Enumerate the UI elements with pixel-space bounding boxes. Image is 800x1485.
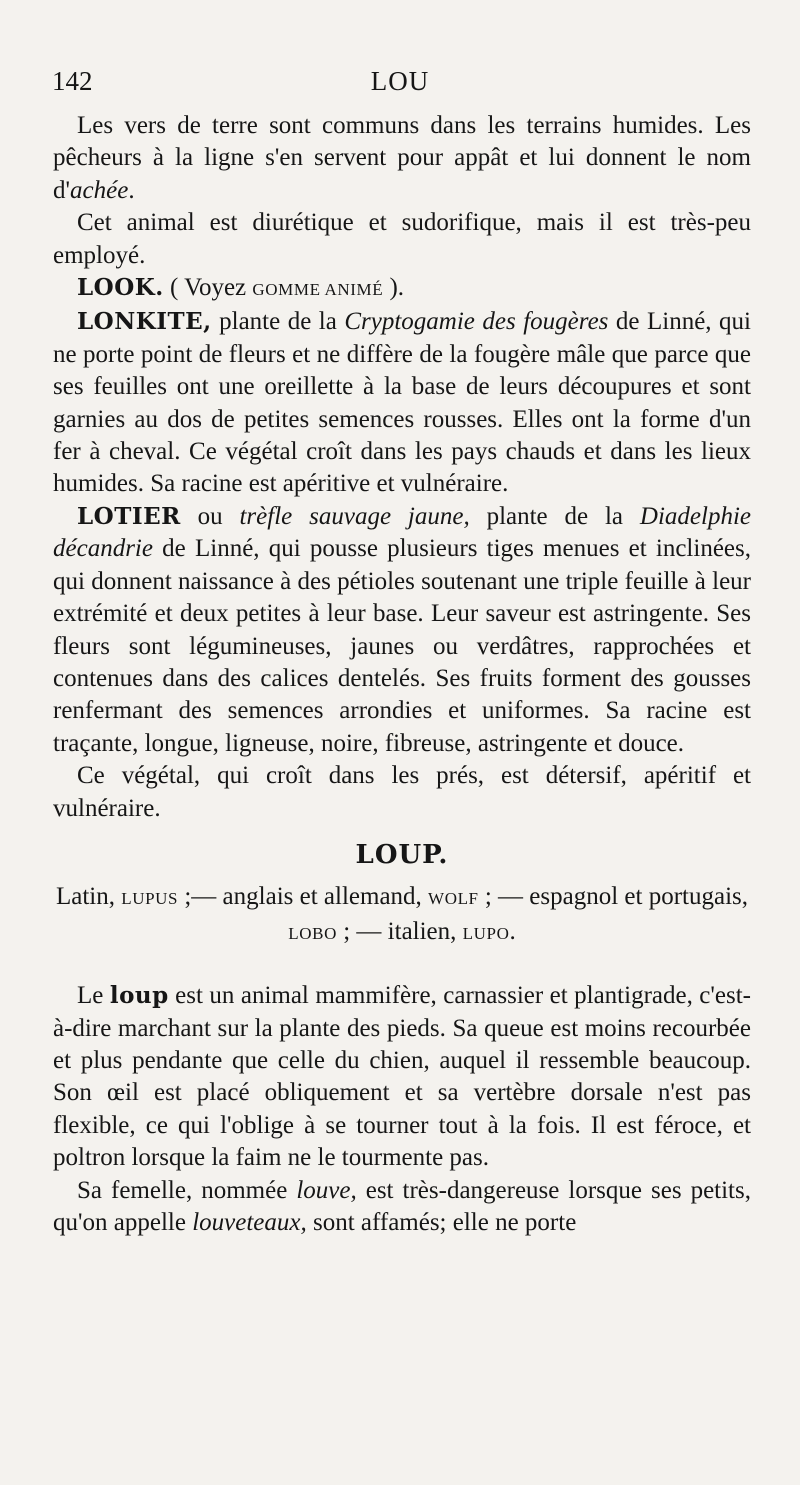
entry-lonkite: LONKITE, plante de la Cryptogamie des fougères de Linné, qui ne porte point de fleurs et ne diffère de la fougère mâle que parce que ses feuilles ont une oreillette à la base de leurs découpures et sont garnies au dos de petites semences rousses. Elles ont la forme d'un fer à cheval. Ce végétal croît dans les pays chauds et dans les lieux humides. Sa racine est apéritive et vulnéraire. — [53, 308, 751, 498]
paragraph-diuretic: Cet animal est diurétique et sudorifique, mais il est très-peu employé. — [53, 209, 751, 269]
section-title-loup: LOUP. — [355, 839, 449, 870]
headword-lonkite: LONKITE, — [77, 308, 212, 336]
page-header — [52, 66, 748, 106]
paragraph-earthworm: Les vers de terre sont communs dans les terrains humides. Les pêcheurs à la ligne s'en servent pour appât et lui donnent le nom d'achée. — [53, 112, 751, 204]
page-number: 142 — [52, 66, 93, 96]
headword-lotier: LOTIER — [77, 502, 181, 530]
running-title: LOU — [370, 66, 430, 96]
paragraph-louve: Sa femelle, nommée louve, est très-dangereuse lorsque ses petits, qu'on appelle louveteaux, sont affamés; elle ne porte — [53, 1176, 751, 1236]
page-body — [53, 110, 751, 1239]
paragraph-lotier-properties: Ce végétal, qui croît dans les prés, est détersif, apéritif et vulnéraire. — [53, 762, 751, 822]
bold-term-loup: loup — [109, 982, 169, 1010]
loup-translations: Latin, LUPUS ;— anglais et allemand, WOLF ; — espagnol et portugais, LOBO ; — italien, LUPO. — [55, 883, 749, 945]
entry-look: LOOK. ( Voyez GOMME ANIMÉ ). — [77, 274, 405, 302]
paragraph-loup-description: Le loup est un animal mammifère, carnassier et plantigrade, c'est-à-dire marchant sur la plante des pieds. Sa queue est moins recourbée et plus pendante que celle du chien, auquel il ressemble beaucoup. Son œil est placé obliquement et sa vertèbre dorsale n'est pas flexible, ce qui l'oblige à se tourner tout à la fois. Il est féroce, et poltron lorsque la faim ne le tourmente pas. — [53, 982, 751, 1172]
spacer — [53, 950, 751, 980]
entry-lotier: LOTIER ou trèfle sauvage jaune, plante de la Diadelphie décandrie de Linné, qui pousse plusieurs tiges menues et inclinées, qui donnent naissance à des pétioles soutenant une triple feuille à leur extrémité et deux petites à leur base. Leur saveur est astringente. Ses fleurs sont légumineuses, jaunes ou verdâtres, rapprochées et contenues dans des calices dentelés. Ses fruits forment des gousses renfermant des semences arrondies et uniformes. Sa racine est traçante, longue, ligneuse, noire, fibreuse, astringente et douce. — [53, 502, 751, 757]
headword-look: LOOK. — [77, 274, 164, 302]
